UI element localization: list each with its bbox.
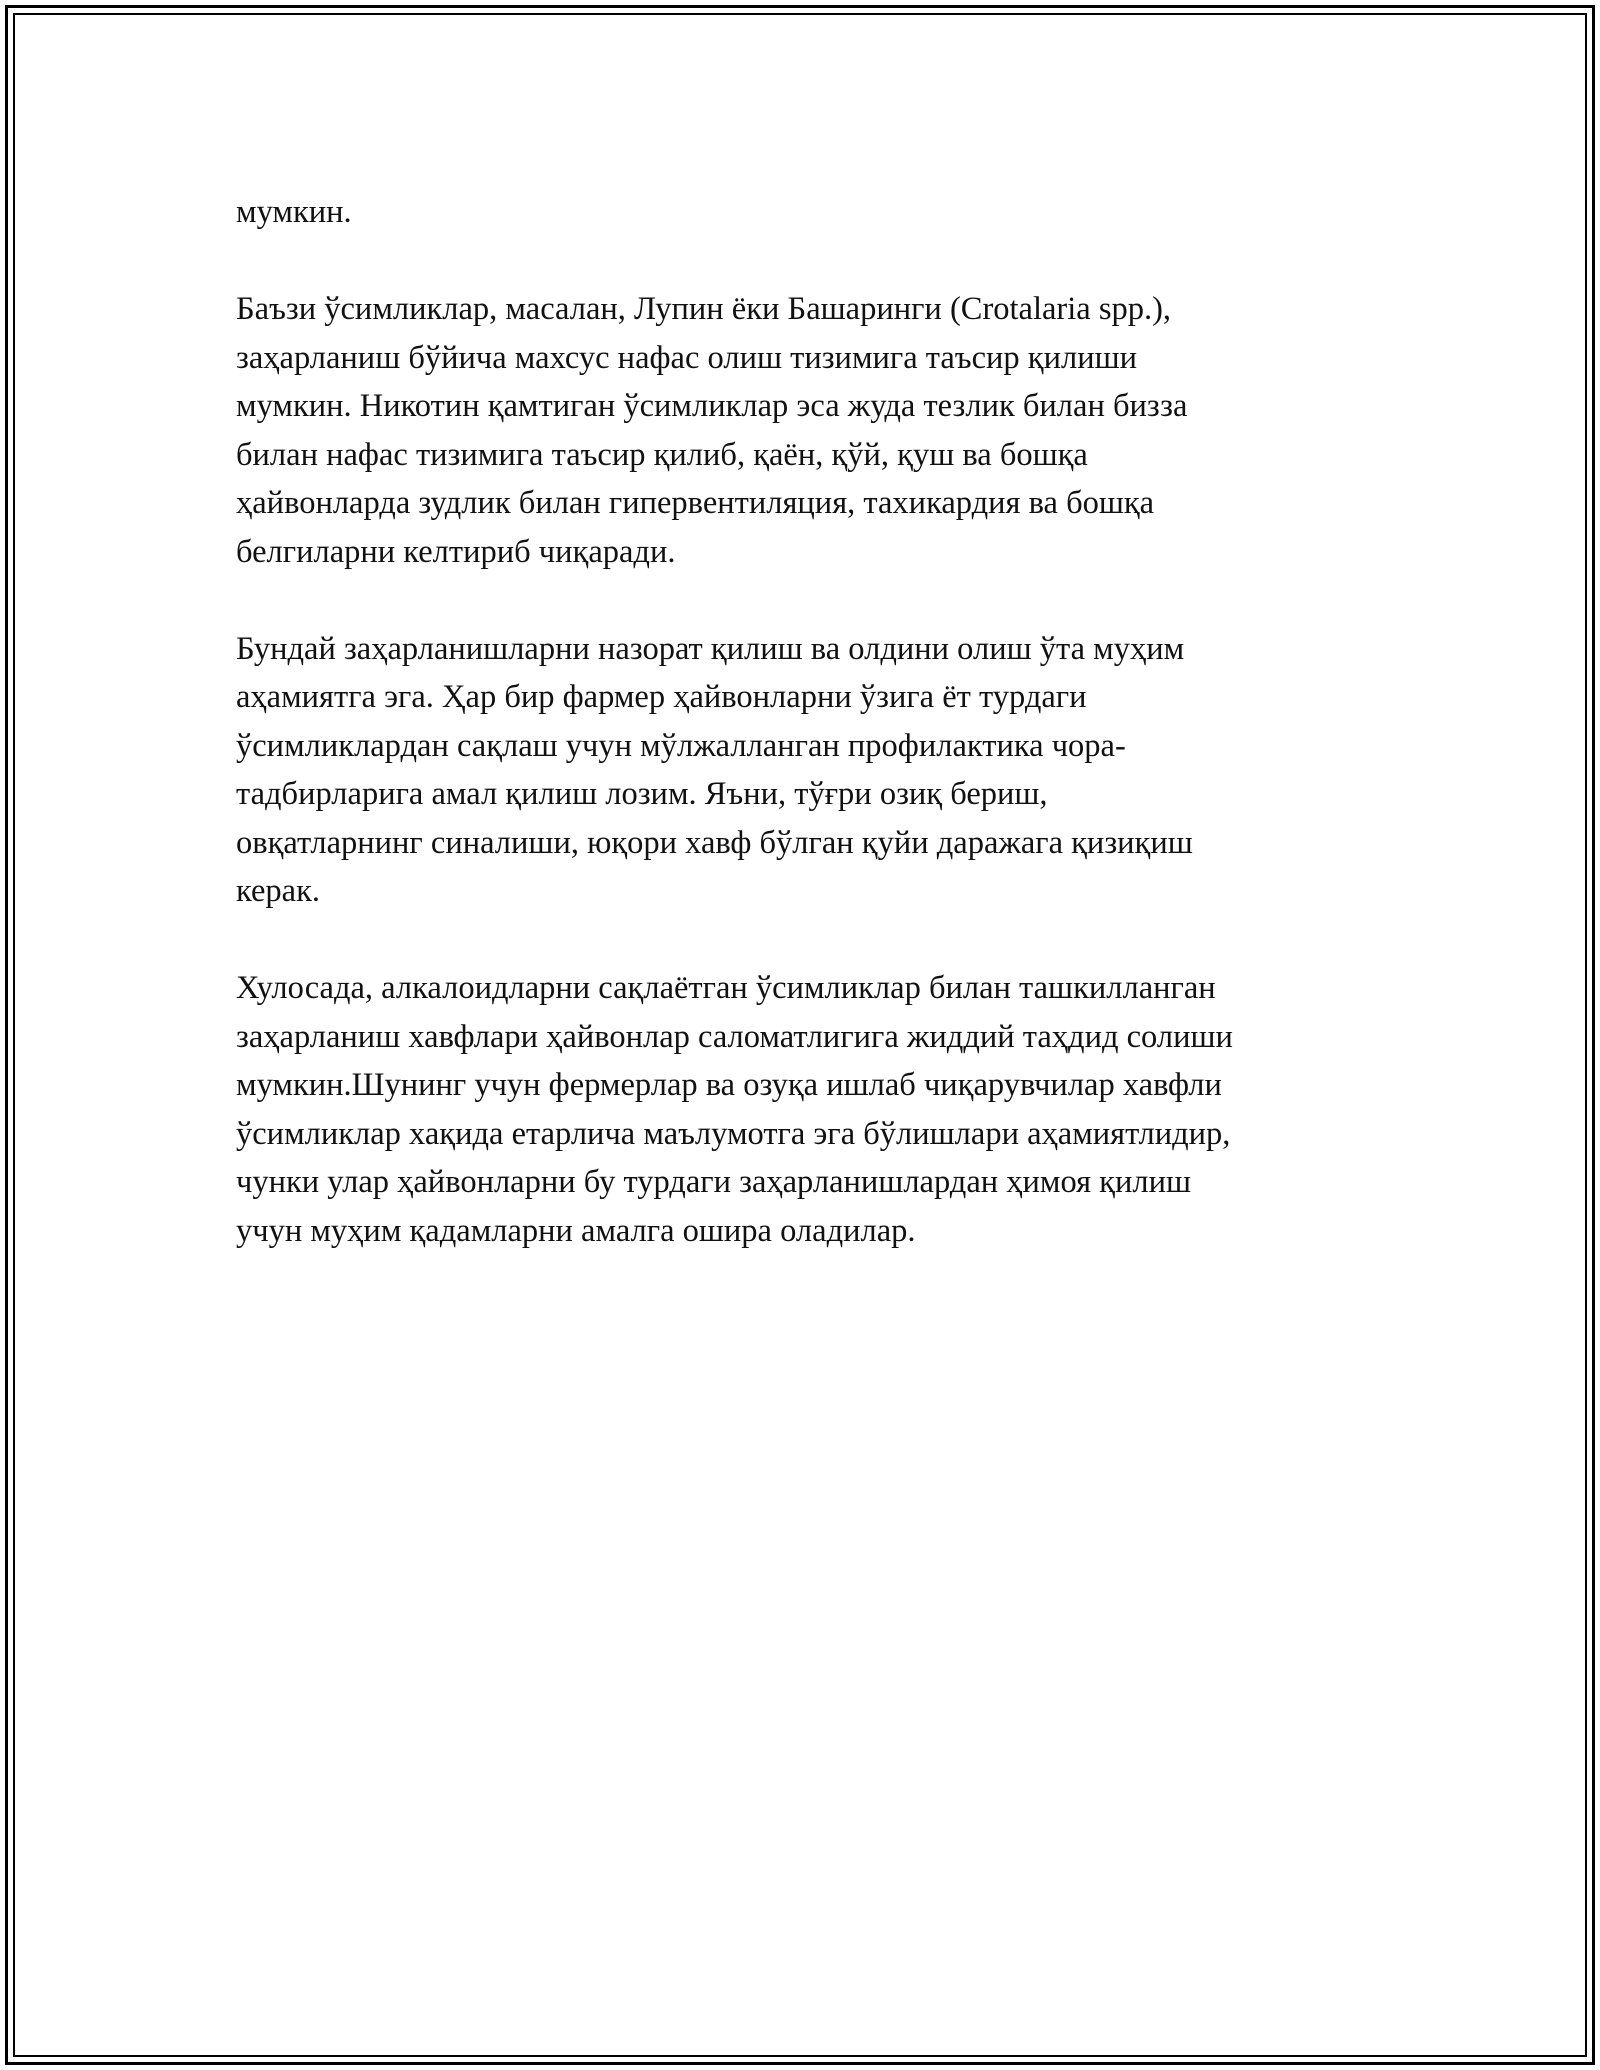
text-line: ўсимликлар хақида етарлича маълумотга эга бўлишлари аҳамиятлидир, bbox=[236, 1115, 1231, 1152]
text-line: чунки улар ҳайвонларни бу турдаги заҳарланишлардан ҳимоя қилиш bbox=[236, 1164, 1191, 1200]
text-line: учун муҳим қадамларни амалга ошира оладилар. bbox=[236, 1212, 916, 1249]
text-line: билан нафас тизимига таъсир қилиб, қаён, қўй, қуш ва бошқа bbox=[236, 436, 1088, 473]
text-line: керак. bbox=[236, 873, 320, 909]
document-body bbox=[236, 188, 1386, 1255]
text-line: заҳарланиш хавфлари ҳайвонлар саломатлигига жиддий таҳдид солиши bbox=[236, 1018, 1233, 1055]
paragraph-gap bbox=[236, 576, 1386, 625]
paragraph-gap bbox=[236, 237, 1386, 286]
text-line: мумкин. bbox=[236, 194, 352, 230]
text-line: аҳамиятга эга. Ҳар бир фармер ҳайвонларни ўзига ёт турдаги bbox=[236, 679, 1087, 715]
text-line: Баъзи ўсимликлар, масалан, Лупин ёки Башаринги (Crotalaria spp.), bbox=[236, 291, 1172, 327]
text-line: ўсимликлардан сақлаш учун мўлжалланган профилактика чора- bbox=[236, 727, 1126, 764]
text-line: мумкин. Никотин қамтиган ўсимликлар эса жуда тезлик билан бизза bbox=[236, 388, 1188, 424]
paragraph-gap bbox=[236, 916, 1386, 965]
paragraph-3 bbox=[236, 625, 1386, 916]
paragraph-4 bbox=[236, 964, 1386, 1255]
text-line: тадбирларига амал қилиш лозим. Яъни, тўғри озиқ бериш, bbox=[236, 776, 1048, 812]
paragraph-1 bbox=[236, 188, 1386, 237]
text-line: Бундай заҳарланишларни назорат қилиш ва олдини олиш ўта муҳим bbox=[236, 630, 1185, 667]
text-line: ҳайвонларда зудлик билан гипервентиляция, тахикардия ва бошқа bbox=[236, 485, 1155, 521]
text-line: Хулосада, алкалоидларни сақлаётган ўсимликлар билан ташкилланган bbox=[236, 970, 1216, 1006]
paragraph-2 bbox=[236, 285, 1386, 576]
text-line: белгиларни келтириб чиқаради. bbox=[236, 533, 676, 570]
text-line: мумкин.Шунинг учун фермерлар ва озуқа ишлаб чиқарувчилар хавфли bbox=[236, 1067, 1222, 1103]
text-line: заҳарланиш бўйича махсус нафас олиш тизимига таъсир қилиши bbox=[236, 339, 1138, 376]
text-line: овқатларнинг синалиши, юқори хавф бўлган қуйи даражага қизиқиш bbox=[236, 824, 1193, 861]
